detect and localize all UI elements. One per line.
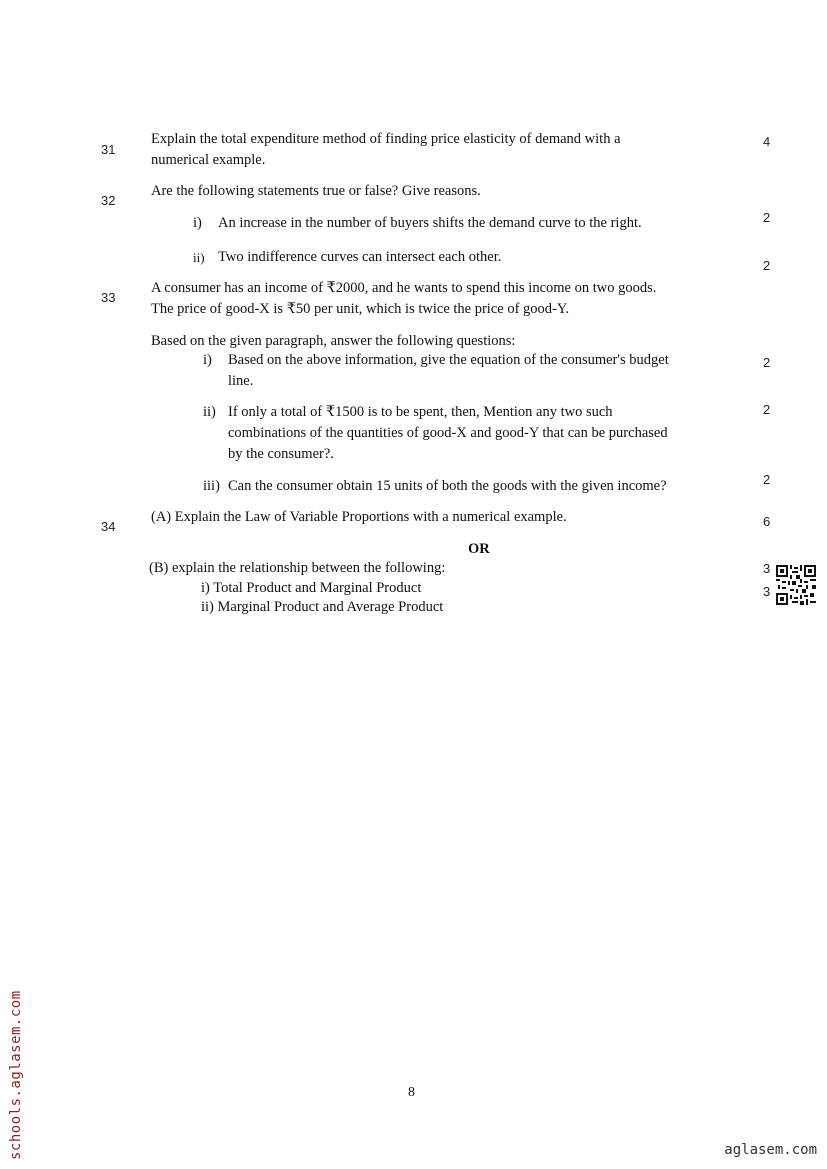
question-33-part-iii-line-1: Can the consumer obtain 15 units of both the goods with the given income?	[228, 478, 667, 494]
question-number-31: 31	[101, 142, 116, 157]
side-watermark: schools.aglasem.com	[8, 990, 24, 1160]
question-33-part-i-line-2: line.	[228, 373, 254, 389]
question-34-part-b-sub-ii: ii) Marginal Product and Average Product	[201, 599, 444, 615]
question-33-part-ii-line-2: combinations of the quantities of good-X and good-Y that can be purchased	[228, 425, 668, 441]
question-33-part-ii-label: ii)	[203, 404, 216, 420]
question-34-part-b-sub-ii-marks: 3	[763, 584, 771, 599]
question-33-part-ii-marks: 2	[763, 402, 771, 417]
question-31-marks: 4	[763, 134, 771, 149]
question-34-part-b-sub-i: i) Total Product and Marginal Product	[201, 580, 422, 596]
question-32-part-ii-marks: 2	[763, 258, 771, 273]
question-33-part-ii-line-3: by the consumer?.	[228, 446, 334, 462]
bottom-watermark: aglasem.com	[724, 1142, 817, 1158]
question-32-part-ii-label: ii)	[193, 250, 205, 265]
question-33-part-ii-line-1: If only a total of ₹1500 is to be spent, then, Mention any two such	[228, 404, 613, 420]
question-number-34: 34	[101, 519, 116, 534]
question-33-line-2: The price of good-X is ₹50 per unit, which is twice the price of good-Y.	[151, 301, 570, 317]
question-32-part-ii-text: Two indifference curves can intersect each other.	[218, 249, 502, 265]
question-33-part-i-marks: 2	[763, 355, 771, 370]
question-33-part-i-line-1: Based on the above information, give the equation of the consumer's budget	[228, 352, 669, 368]
question-32-part-i-label: i)	[193, 215, 202, 231]
question-33-part-iii-marks: 2	[763, 472, 771, 487]
qr-code-icon	[776, 565, 816, 605]
or-separator: OR	[468, 541, 490, 557]
question-number-32: 32	[101, 193, 116, 208]
question-33-part-iii-label: iii)	[203, 478, 220, 494]
question-31-line-2: numerical example.	[151, 152, 266, 168]
question-32-part-i-text: An increase in the number of buyers shifts the demand curve to the right.	[218, 215, 642, 231]
page-number: 8	[408, 1085, 415, 1100]
question-34-part-a-marks: 6	[763, 514, 771, 529]
question-33-part-i-label: i)	[203, 352, 212, 368]
question-number-33: 33	[101, 290, 116, 305]
question-33-line-1: A consumer has an income of ₹2000, and he wants to spend this income on two goods.	[151, 280, 657, 296]
question-32-intro: Are the following statements true or false? Give reasons.	[151, 183, 481, 199]
question-33-based: Based on the given paragraph, answer the following questions:	[151, 333, 516, 349]
question-31-line-1: Explain the total expenditure method of finding price elasticity of demand with a	[151, 131, 621, 147]
question-34-part-b-sub-i-marks: 3	[763, 561, 771, 576]
question-34-part-a: (A) Explain the Law of Variable Proportions with a numerical example.	[151, 509, 567, 525]
question-34-part-b: (B) explain the relationship between the following:	[149, 560, 446, 576]
question-32-part-i-marks: 2	[763, 210, 771, 225]
